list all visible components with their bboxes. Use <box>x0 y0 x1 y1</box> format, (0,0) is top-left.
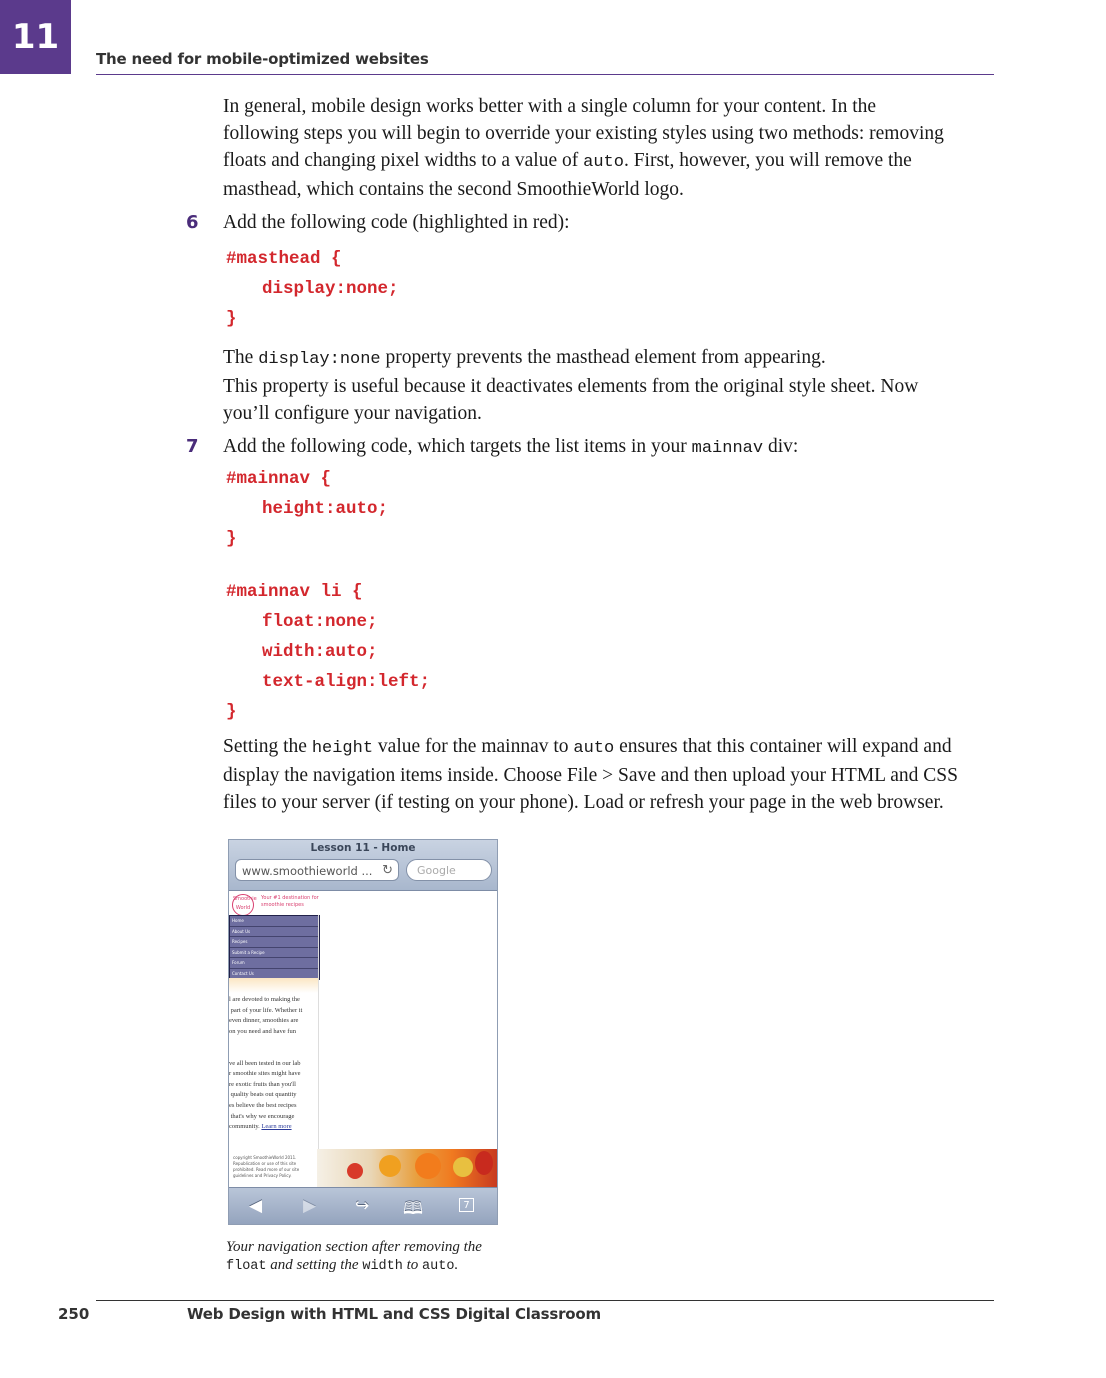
code-mainnav-li-close: } <box>226 702 237 722</box>
step-6-number: 6 <box>186 212 199 233</box>
forward-arrow-icon: ▶ <box>303 1196 317 1216</box>
bookmarks-icon: 🕮 <box>403 1199 424 1219</box>
display-none-paragraph: The display:none property prevents the masthead element from appearing. This property is useful because it deactivates elements from the original style sheet. Now you’ll configure your navigation. <box>223 347 919 424</box>
url-text: www.smoothieworld ... <box>242 864 373 878</box>
browser-bottom-bar <box>229 1187 497 1225</box>
code-float-none: float:none; <box>262 612 378 632</box>
page-number: 250 <box>58 1305 90 1323</box>
browser-title: Lesson 11 - Home <box>310 842 416 854</box>
tabs-icon: 7 <box>459 1198 474 1212</box>
height-auto-paragraph: Setting the height value for the mainnav to auto ensures that this container will expand and display the navigation items inside. Choose File > Save and then upload your HTML and CSS files to your server (if testing on your phone). Load or refresh your page in the web browser. <box>223 736 958 813</box>
footer-rule <box>96 1300 994 1301</box>
fruit-shape <box>475 1151 493 1175</box>
fruit-shape <box>415 1153 441 1179</box>
nav-item: Home <box>230 916 319 927</box>
code-text-align-left: text-align:left; <box>262 672 431 692</box>
nav-item: Contact Us <box>230 969 319 980</box>
site-tagline: Your #1 destination for smoothie recipes <box>261 895 319 908</box>
code-mainnav-li-open: #mainnav li { <box>226 582 363 602</box>
main-nav <box>229 915 320 980</box>
column-divider <box>318 915 319 1151</box>
learn-more-link: Learn more <box>261 1123 292 1131</box>
site-footer-text: copyright SmoothieWorld 2011. Republication or use of this site prohibited. Read more of our site guidelines and Privacy Policy. <box>233 1155 300 1178</box>
main-column-text: l are devoted to making the part of your life. Whether it even dinner, smoothies are on you need and have fun ve all been tested in our lab r smoothie sites might have re exotic fruits than you'll quality beats out quantity es believe the best recipes that's why we encourage community. Learn more <box>229 996 303 1131</box>
code-masthead-open: #masthead { <box>226 249 342 269</box>
running-head: The need for mobile-optimized websites <box>96 50 429 68</box>
step-7-number: 7 <box>186 436 199 457</box>
fruit-shape <box>453 1157 473 1177</box>
book-title: Web Design with HTML and CSS Digital Classroom <box>187 1305 601 1323</box>
back-arrow-icon: ◀ <box>249 1196 263 1216</box>
chapter-tab: 11 <box>0 0 71 74</box>
nav-item: About Us <box>230 927 319 938</box>
nav-item: Recipes <box>230 937 319 948</box>
step-7-text: Add the following code, which targets the list items in your mainnav div: <box>223 436 799 458</box>
nav-gradient <box>229 978 318 993</box>
step-6-text: Add the following code (highlighted in red): <box>223 212 570 233</box>
url-field <box>235 859 399 881</box>
fruit-shape <box>347 1163 363 1179</box>
fruit-banner-image <box>317 1149 497 1187</box>
nav-item: Submit a Recipe <box>230 948 319 959</box>
intro-paragraph: In general, mobile design works better with a single column for your content. In the following steps you will begin to override your existing styles using two methods: removing floats and changing pixel widths to a value of auto. First, however, you will remove the masthead, which contains the second SmoothieWorld logo. <box>223 96 944 200</box>
code-masthead-display: display:none; <box>262 279 399 299</box>
site-viewport <box>229 891 497 1187</box>
browser-toolbar <box>229 840 497 891</box>
nav-item: Forum <box>230 958 319 969</box>
code-masthead-close: } <box>226 309 237 329</box>
smoothieworld-logo: Smoothie World <box>232 894 254 916</box>
header-rule <box>96 74 994 75</box>
share-icon: ↪ <box>355 1196 370 1216</box>
search-field: Google <box>406 859 492 881</box>
code-mainnav-close: } <box>226 529 237 549</box>
code-width-auto: width:auto; <box>262 642 378 662</box>
code-mainnav-open: #mainnav { <box>226 469 332 489</box>
reload-icon: ↻ <box>382 863 393 878</box>
fruit-shape <box>379 1155 401 1177</box>
code-mainnav-height: height:auto; <box>262 499 389 519</box>
phone-screenshot <box>228 839 498 1225</box>
figure-caption: Your navigation section after removing the float and setting the width to auto. <box>226 1239 482 1274</box>
